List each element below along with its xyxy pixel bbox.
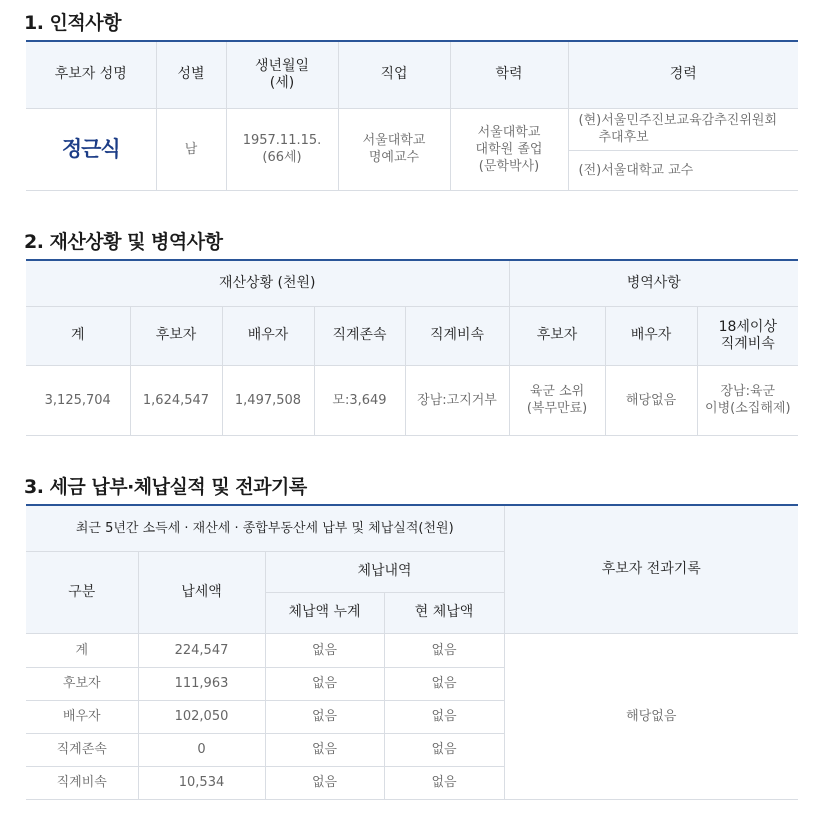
tax-row-arrears-current: 없음 [384, 700, 504, 733]
header-military-descendant-line-1: 18세이상 [718, 318, 777, 335]
career-current-line-1: (현)서울민주진보교육감추진위원회 [578, 113, 778, 128]
tax-row-label: 계 [26, 633, 138, 667]
tax-row-label: 배우자 [26, 700, 138, 733]
header-tax-paid: 납세액 [138, 551, 265, 633]
header-property-spouse: 배우자 [222, 306, 314, 365]
tax-row-paid: 102,050 [138, 700, 265, 733]
section-3-title: 3. 세금 납부·체납실적 및 전과기록 [24, 476, 307, 498]
military-descendant-line-1: 장남:육군 [720, 384, 776, 399]
education-line-3: (문학박사) [478, 158, 540, 174]
tax-row-arrears-total: 없음 [265, 700, 384, 733]
education-value [450, 108, 568, 190]
property-descendant: 장남:고지거부 [405, 365, 509, 435]
property-candidate: 1,624,547 [130, 365, 222, 435]
tax-row-arrears-current: 없음 [384, 766, 504, 799]
job-line-1: 서울대학교 [362, 133, 426, 148]
header-arrears-current: 현 체납액 [384, 592, 504, 633]
tax-criminal-table [26, 504, 798, 800]
military-spouse: 해당없음 [605, 365, 697, 435]
tax-row-arrears-total: 없음 [265, 766, 384, 799]
section-2-title: 2. 재산상황 및 병역사항 [24, 231, 223, 253]
tax-row-paid: 111,963 [138, 667, 265, 700]
military-candidate [509, 365, 605, 435]
gender-value: 남 [156, 108, 226, 190]
criminal-record-value: 해당없음 [504, 633, 798, 799]
education-line-1: 서울대학교 [477, 124, 541, 140]
tax-row-paid: 0 [138, 733, 265, 766]
job-line-2: 명예교수 [368, 150, 420, 165]
property-group-header: 재산상황 (천원) [26, 260, 509, 306]
job-value [338, 108, 450, 190]
career-current-line-2: 추대후보 [598, 130, 649, 145]
tax-row-arrears-current: 없음 [384, 667, 504, 700]
header-property-ascendant: 직계존속 [314, 306, 405, 365]
header-property-descendant: 직계비속 [405, 306, 509, 365]
header-name: 후보자 성명 [26, 41, 156, 108]
header-property-total: 계 [26, 306, 130, 365]
tax-row-arrears-total: 없음 [265, 733, 384, 766]
header-property-candidate: 후보자 [130, 306, 222, 365]
tax-row-label: 직계존속 [26, 733, 138, 766]
header-education: 학력 [450, 41, 568, 108]
header-arrears-total: 체납액 누계 [265, 592, 384, 633]
tax-row-label: 직계비속 [26, 766, 138, 799]
section-1-title: 1. 인적사항 [24, 12, 121, 34]
header-military-spouse: 배우자 [605, 306, 697, 365]
header-gender: 성별 [156, 41, 226, 108]
tax-row-arrears-total: 없음 [265, 633, 384, 667]
tax-row-arrears-current: 없음 [384, 633, 504, 667]
header-birth: 생년월일 (세) [226, 41, 338, 108]
tax-row-arrears-current: 없음 [384, 733, 504, 766]
military-group-header: 병역사항 [509, 260, 798, 306]
tax-row-arrears-total: 없음 [265, 667, 384, 700]
birth-value [226, 108, 338, 190]
career-former: (전)서울대학교 교수 [568, 150, 798, 190]
military-descendant [697, 365, 798, 435]
property-total: 3,125,704 [26, 365, 130, 435]
header-military-descendant-line-2: 직계비속 [720, 335, 775, 352]
tax-row-label: 후보자 [26, 667, 138, 700]
header-job: 직업 [338, 41, 450, 108]
header-career: 경력 [568, 41, 798, 108]
header-arrears: 체납내역 [265, 551, 504, 592]
education-line-2: 대학원 졸업 [475, 141, 543, 157]
tax-group-header: 최근 5년간 소득세 · 재산세 · 종합부동산세 납부 및 체납실적(천원) [26, 505, 504, 551]
tax-row-paid: 10,534 [138, 766, 265, 799]
career-current [568, 108, 798, 150]
header-military-descendant [697, 306, 798, 365]
criminal-record-header: 후보자 전과기록 [504, 505, 798, 633]
property-military-table [26, 259, 798, 436]
header-category: 구분 [26, 551, 138, 633]
tax-row-paid: 224,547 [138, 633, 265, 667]
property-ascendant: 모:3,649 [314, 365, 405, 435]
military-candidate-line-1: 육군 소위 [529, 384, 585, 399]
personal-info-table [26, 40, 798, 191]
age: (66세) [262, 150, 302, 165]
military-descendant-line-2: 이병(소집해제) [705, 401, 791, 416]
military-candidate-line-2: (복무만료) [526, 401, 588, 416]
birth-date: 1957.11.15. [242, 133, 322, 148]
property-spouse: 1,497,508 [222, 365, 314, 435]
header-military-candidate: 후보자 [509, 306, 605, 365]
candidate-name: 정근식 [26, 108, 156, 190]
